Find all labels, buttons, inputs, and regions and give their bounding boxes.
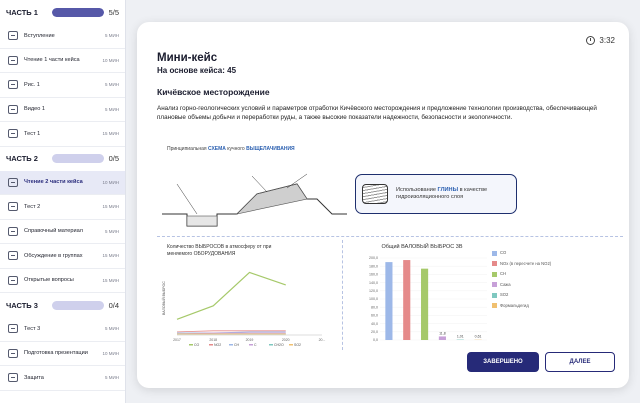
legend-swatch bbox=[492, 303, 497, 308]
section-header[interactable] bbox=[0, 293, 125, 317]
y-tick-label: 200,0 bbox=[369, 256, 378, 261]
sidebar-item-duration: 5 МИН bbox=[105, 326, 119, 332]
legend-label: SO2 bbox=[294, 343, 302, 347]
y-tick-label: 100,0 bbox=[369, 297, 378, 302]
presentation-icon bbox=[8, 373, 18, 382]
chart-title: Количество ВЫБРОСОВ в атмосферу от при bbox=[167, 244, 272, 250]
section-title: ЧАСТЬ 1 bbox=[6, 7, 38, 17]
sidebar-item-label: Подготовка презентации bbox=[24, 350, 88, 357]
scheme-title: Принципиальная СХЕМА кучного ВЫЩЕЛАЧИВАНИЯ bbox=[167, 146, 295, 152]
video-icon bbox=[8, 105, 18, 114]
bar-1 bbox=[385, 262, 392, 340]
section-progress bbox=[52, 154, 104, 163]
legend-swatch bbox=[492, 251, 497, 256]
image-icon bbox=[8, 80, 18, 89]
sidebar-item-label: Рис. 1 bbox=[24, 81, 40, 88]
sidebar-item[interactable] bbox=[0, 269, 125, 294]
sidebar-item-label: Обсуждение в группах bbox=[24, 252, 83, 259]
legend-swatch bbox=[229, 344, 233, 346]
sidebar-item-label: Защита bbox=[24, 374, 44, 381]
sidebar-item-duration: 15 МИН bbox=[102, 131, 119, 137]
section-header[interactable] bbox=[0, 147, 125, 171]
book-icon bbox=[8, 31, 18, 40]
y-tick-label: 180,0 bbox=[369, 264, 378, 269]
clay-layer-icon bbox=[362, 184, 388, 204]
chart-ylabel: ВАЛОВЫЙ ВЫБРОС bbox=[162, 281, 166, 315]
legend-label: Формальдегид bbox=[500, 302, 529, 308]
section-count: 0/4 bbox=[108, 300, 119, 310]
total-emissions-bar-chart bbox=[352, 240, 492, 352]
book-icon bbox=[8, 56, 18, 65]
y-tick-label: 40,0 bbox=[371, 321, 378, 326]
section-progress bbox=[52, 301, 104, 310]
test-icon bbox=[8, 324, 18, 333]
sidebar-item-label: Тест 2 bbox=[24, 203, 41, 210]
sidebar-item-duration: 5 МИН bbox=[105, 33, 119, 39]
section-title: ЧАСТЬ 3 bbox=[6, 300, 38, 310]
heap-leaching-diagram bbox=[157, 154, 347, 234]
sidebar-item-duration: 10 МИН bbox=[102, 57, 119, 63]
sidebar-item[interactable] bbox=[0, 366, 125, 391]
legend-swatch bbox=[492, 261, 497, 266]
chart-title: Общий ВАЛОВЫЙ ВЫБРОС 3В bbox=[381, 244, 463, 250]
sidebar-item-duration: 5 МИН bbox=[105, 82, 119, 88]
legend-swatch bbox=[249, 344, 253, 346]
x-tick-label: 2017 bbox=[173, 338, 181, 342]
sidebar-item[interactable] bbox=[0, 24, 125, 49]
section-count: 0/5 bbox=[108, 154, 119, 163]
sidebar-item-duration: 15 МИН bbox=[102, 277, 119, 283]
content-card bbox=[137, 22, 629, 388]
leaching-scheme bbox=[157, 144, 623, 236]
sidebar bbox=[0, 0, 126, 403]
legend-swatch bbox=[492, 272, 497, 277]
bar-3 bbox=[421, 269, 428, 340]
sidebar-item-label: Видео 1 bbox=[24, 106, 46, 113]
y-tick-label: 140,0 bbox=[369, 280, 378, 285]
legend-swatch bbox=[492, 293, 497, 298]
x-tick-label: 2018 bbox=[209, 338, 218, 342]
book-icon bbox=[8, 178, 18, 187]
sidebar-item[interactable] bbox=[0, 49, 125, 74]
legend-item bbox=[492, 292, 572, 298]
sidebar-item[interactable] bbox=[0, 73, 125, 98]
legend-label: CO bbox=[194, 343, 200, 347]
sidebar-item-duration: 15 МИН bbox=[102, 253, 119, 259]
legend-label: CH2O bbox=[274, 343, 284, 347]
page-title: Мини-кейс bbox=[157, 52, 218, 64]
section-count: 5/5 bbox=[108, 7, 119, 17]
sidebar-item-label: Тест 1 bbox=[24, 130, 41, 137]
sidebar-item-label: Чтение 1 части кейса bbox=[24, 57, 80, 64]
y-tick-label: 0,0 bbox=[373, 338, 378, 343]
legend-item bbox=[492, 250, 572, 256]
y-tick-label: 60,0 bbox=[371, 313, 378, 318]
page-subtitle: На основе кейса: 45 bbox=[157, 66, 237, 75]
bar-4 bbox=[439, 336, 446, 340]
sidebar-item-duration: 5 МИН bbox=[105, 106, 119, 112]
sidebar-item-label: Открытые вопросы bbox=[24, 277, 74, 284]
legend-swatch bbox=[289, 344, 293, 346]
sidebar-item[interactable] bbox=[0, 195, 125, 220]
legend-item bbox=[492, 261, 572, 267]
sidebar-item-label: Тест 3 bbox=[24, 325, 41, 332]
section-header[interactable] bbox=[0, 0, 125, 24]
sidebar-item-duration: 15 МИН bbox=[102, 204, 119, 210]
test-icon bbox=[8, 202, 18, 211]
legend-item bbox=[492, 271, 572, 277]
sidebar-item-duration: 5 МИН bbox=[105, 228, 119, 234]
sidebar-item-duration: 5 МИН bbox=[105, 375, 119, 381]
test-icon bbox=[8, 129, 18, 138]
test-icon bbox=[8, 276, 18, 285]
x-tick-label: 2019 bbox=[245, 338, 254, 342]
case-heading: Кичёвское месторождение bbox=[157, 87, 270, 97]
series-line-co bbox=[177, 272, 286, 319]
x-tick-label: 20... bbox=[318, 338, 326, 342]
emissions-line-chart bbox=[157, 240, 332, 352]
legend-label: CH bbox=[500, 271, 507, 276]
sidebar-item-label: Справочный материал bbox=[24, 228, 83, 235]
case-description: Анализ горно-геологических условий и параметров отработки Кичёвского месторождения и предложение технологии производства, обеспечивающей плановые объемы добычи и переработки руды, а также высокие показатели надежности, безопасности и экологичности. bbox=[157, 105, 597, 122]
sidebar-item[interactable] bbox=[0, 220, 125, 245]
sidebar-item[interactable] bbox=[0, 244, 125, 269]
legend-swatch bbox=[189, 344, 193, 346]
chart-divider bbox=[342, 240, 343, 350]
data-label: 1,01 bbox=[456, 334, 464, 339]
sidebar-item[interactable] bbox=[0, 122, 125, 147]
section-title: ЧАСТЬ 2 bbox=[6, 154, 38, 163]
chat-icon bbox=[8, 251, 18, 260]
sidebar-item[interactable] bbox=[0, 171, 125, 196]
legend-label: Сажа bbox=[500, 281, 511, 287]
done-button[interactable]: ЗАВЕРШЕНО bbox=[467, 352, 539, 372]
divider bbox=[157, 236, 623, 237]
sidebar-item-label: Вступление bbox=[24, 32, 55, 39]
legend-item bbox=[492, 303, 572, 309]
legend-label: NOx (в пересчете на NO2) bbox=[500, 260, 552, 266]
chart-title-line2: меняемого ОБОРУДОВАНИЯ bbox=[167, 251, 236, 257]
sidebar-item-duration: 10 МИН bbox=[102, 179, 119, 185]
bar-2 bbox=[403, 260, 410, 340]
x-tick-label: 2020 bbox=[281, 338, 290, 342]
sidebar-item[interactable] bbox=[0, 317, 125, 342]
book-icon bbox=[8, 227, 18, 236]
clay-callout: Использование ГЛИНЫ в качестве гидроизоляционного слоя bbox=[355, 174, 517, 214]
y-tick-label: 20,0 bbox=[371, 330, 378, 334]
legend-label: SO2 bbox=[500, 292, 509, 297]
presentation-icon bbox=[8, 349, 18, 358]
legend-label: C bbox=[254, 343, 257, 347]
timer-value: 3:32 bbox=[599, 36, 615, 45]
legend-label: CH bbox=[234, 343, 240, 347]
clock-icon bbox=[586, 36, 595, 45]
data-label: 11,8 bbox=[439, 331, 446, 336]
y-tick-label: 160,0 bbox=[369, 272, 378, 277]
legend-swatch bbox=[209, 344, 213, 346]
legend-swatch bbox=[269, 344, 273, 346]
data-label: 0,61 bbox=[474, 334, 482, 339]
y-tick-label: 80,0 bbox=[371, 305, 378, 310]
next-button[interactable]: ДАЛЕЕ bbox=[545, 352, 615, 372]
sidebar-item-duration: 10 МИН bbox=[102, 350, 119, 356]
bar-chart-legend bbox=[492, 250, 572, 313]
legend-label: NO2 bbox=[214, 343, 222, 347]
timer bbox=[586, 36, 615, 45]
sidebar-item-label: Чтение 2 части кейса bbox=[24, 179, 83, 186]
legend-swatch bbox=[492, 282, 497, 287]
y-tick-label: 120,0 bbox=[369, 289, 378, 293]
section-progress bbox=[52, 8, 104, 17]
sidebar-item[interactable] bbox=[0, 98, 125, 123]
sidebar-item[interactable] bbox=[0, 342, 125, 367]
legend-label: CO bbox=[500, 250, 507, 255]
legend-item bbox=[492, 282, 572, 288]
